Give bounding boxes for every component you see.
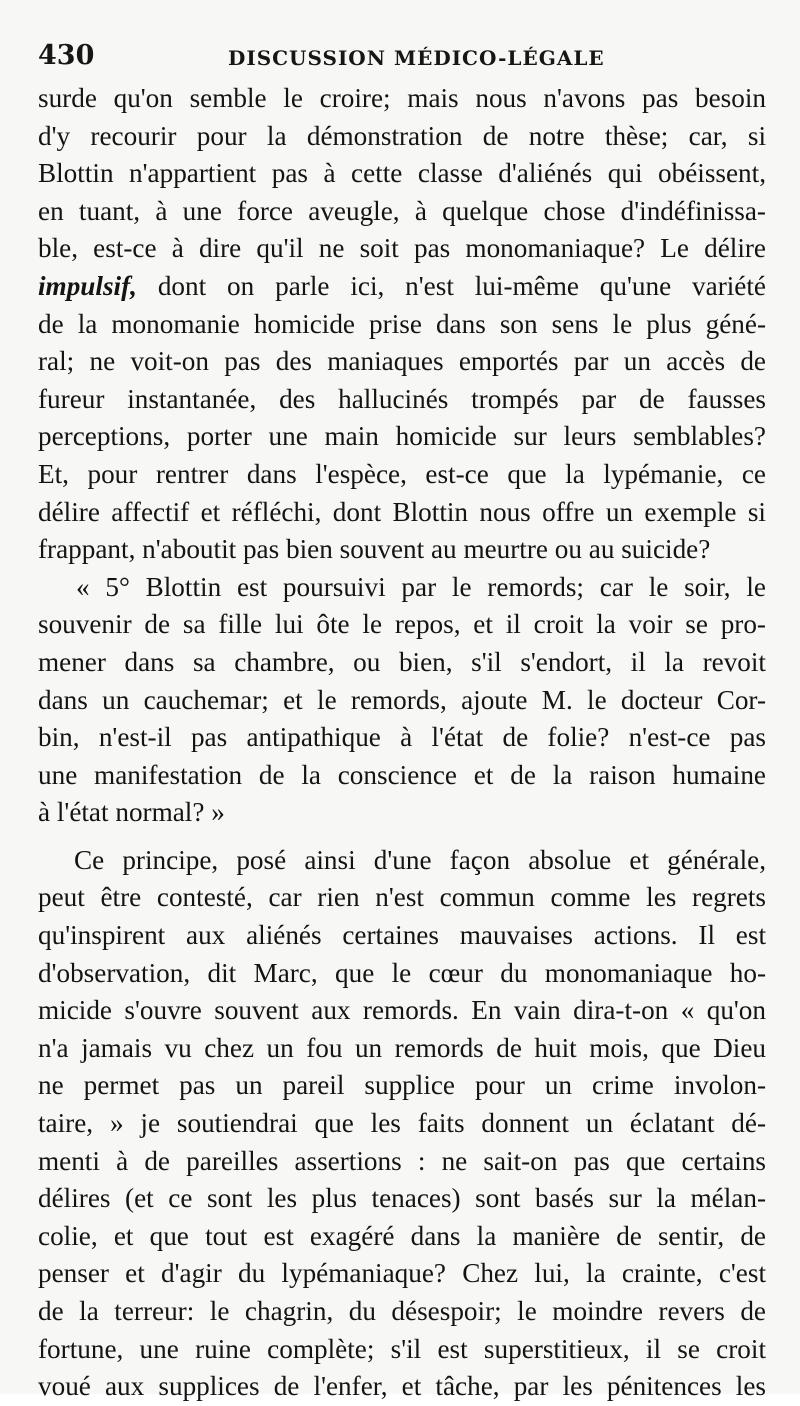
text-line: penser et d'agir du lypémaniaque? Chez lui, la crainte, c'est <box>38 1258 766 1289</box>
text-line: voué aux supplices de l'enfer, et tâche, par les pénitences les <box>38 1371 766 1402</box>
page-header <box>38 40 778 76</box>
text-line: Ce principe, posé ainsi d'une façon absolue et générale, <box>74 844 766 875</box>
text-line: Et, pour rentrer dans l'espèce, est-ce que la lypémanie, ce <box>38 458 766 489</box>
paragraph-3 <box>38 842 766 1406</box>
text-line: délire affectif et réfléchi, dont Blottin nous offre un exemple si <box>38 496 766 527</box>
text-line: Blottin n'appartient pas à cette classe d'aliénés qui obéissent, <box>38 158 766 189</box>
text-line: frappant, n'aboutit pas bien souvent au meurtre ou au suicide? <box>38 534 711 565</box>
text-line: mener dans sa chambre, ou bien, s'il s'endort, il la revoit <box>38 646 766 677</box>
text-line: micide s'ouvre souvent aux remords. En vain dira-t-on « qu'on <box>38 995 766 1026</box>
text-line: d'observation, dit Marc, que le cœur du monomaniaque ho- <box>38 957 766 988</box>
text-line: perceptions, porter une main homicide sur leurs semblables? <box>38 421 766 452</box>
text-line-rest: dont on parle ici, n'est lui-même qu'une variété <box>136 270 766 301</box>
running-head: DISCUSSION MÉDICO-LÉGALE <box>228 46 605 70</box>
text-line: fureur instantanée, des hallucinés trompés par de fausses <box>38 383 766 414</box>
text-line: surde qu'on semble le croire; mais nous n'avons pas besoin <box>38 83 766 113</box>
paragraph-2 <box>38 569 766 832</box>
paragraph-gap <box>38 832 766 842</box>
text-line: fortune, une ruine complète; s'il est superstitieux, il se croit <box>38 1333 766 1364</box>
text-line: de la terreur: le chagrin, du désespoir; le moindre revers de <box>38 1296 766 1326</box>
text-line: colie, et que tout est exagéré dans la manière de sentir, de <box>38 1220 766 1251</box>
text-line: qu'inspirent aux aliénés certaines mauvaises actions. Il est <box>38 920 766 951</box>
text-line: d'y recourir pour la démonstration de notre thèse; car, si <box>38 120 766 151</box>
text-line: délires (et ce sont les plus tenaces) sont basés sur la mélan- <box>38 1183 766 1214</box>
text-line: souvenir de sa fille lui ôte le repos, et il croit la voir se pro- <box>38 609 766 640</box>
text-line: peut être contesté, car rien n'est commun comme les regrets <box>38 882 766 913</box>
text-line: n'a jamais vu chez un fou un remords de huit mois, que Dieu <box>38 1032 766 1063</box>
text-line: menti à de pareilles assertions : ne sait-on pas que certains <box>38 1145 766 1176</box>
text-line: ble, est-ce à dire qu'il ne soit pas monomaniaque? Le délire <box>38 233 766 264</box>
text-line-with-italic <box>38 268 766 306</box>
text-line: de la monomanie homicide prise dans son sens le plus géné- <box>38 308 766 339</box>
text-line: une manifestation de la conscience et de la raison humaine <box>38 759 766 790</box>
body-text <box>38 80 766 1406</box>
text-line: à l'état normal? » <box>38 797 225 828</box>
text-line: ral; ne voit-on pas des maniaques emportés par un accès de <box>38 346 766 377</box>
text-line: dans un cauchemar; et le remords, ajoute M. le docteur Cor- <box>38 684 766 715</box>
page-number: 430 <box>38 40 95 71</box>
text-line: « 5° Blottin est poursuivi par le remords; car le soir, le <box>76 571 766 602</box>
text-line: ne permet pas un pareil supplice pour un crime involon- <box>38 1070 766 1101</box>
paragraph-1 <box>38 80 766 569</box>
italic-term: impulsif, <box>38 270 137 301</box>
text-line: bin, n'est-il pas antipathique à l'état de folie? n'est-ce pas <box>38 722 766 753</box>
text-line: en tuant, à une force aveugle, à quelque chose d'indéfinissa- <box>38 195 766 226</box>
text-line: taire, » je soutiendrai que les faits donnent un éclatant dé- <box>38 1108 766 1139</box>
